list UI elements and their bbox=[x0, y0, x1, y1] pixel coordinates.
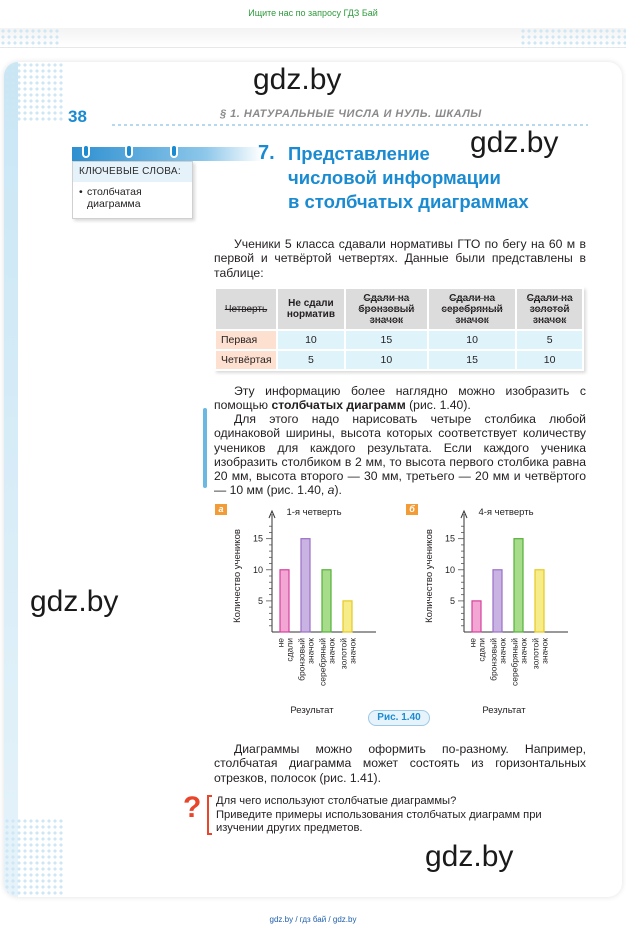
question-line: Для чего используют столбчатые диаграммы? bbox=[216, 795, 457, 807]
bar bbox=[535, 570, 544, 632]
keywords-title: КЛЮЧЕВЫЕ СЛОВА: bbox=[73, 162, 192, 182]
y-axis-label: Количество учеников bbox=[424, 529, 435, 623]
keywords-bar bbox=[72, 147, 262, 161]
y-tick-label: 15 bbox=[252, 533, 263, 544]
category-label bbox=[468, 638, 487, 662]
category-label-line: сдали bbox=[476, 638, 487, 662]
table-cell: 10 bbox=[277, 330, 345, 350]
header-rule bbox=[112, 124, 588, 126]
chapter-title bbox=[288, 142, 529, 214]
category-label-line: бронзовый bbox=[296, 638, 307, 681]
category-label-line: значок bbox=[518, 638, 529, 665]
ring-icon bbox=[170, 144, 178, 158]
y-tick-label: 10 bbox=[444, 564, 455, 575]
category-label bbox=[531, 638, 550, 669]
table-header: Четверть bbox=[215, 288, 277, 330]
page-number: 38 bbox=[68, 107, 87, 126]
paragraph-2 bbox=[214, 384, 586, 413]
intro-paragraph: Ученики 5 класса сдавали нормативы ГТО по бегу на 60 м в первой и четвёртой четвертях. Данные были представлены в таблице: bbox=[214, 237, 586, 280]
paragraph-2-post: (рис. 1.40). bbox=[405, 398, 471, 413]
table-header: Сдали на золотой значок bbox=[516, 288, 583, 330]
bar-chart-first-quarter bbox=[228, 502, 398, 717]
category-label-line: не bbox=[467, 638, 478, 648]
question-line: Приведите примеры использования столбчатых диаграмм при изучении других предметов. bbox=[216, 808, 542, 834]
section-header: § 1. НАТУРАЛЬНЫЕ ЧИСЛА И НУЛЬ. ШКАЛЫ bbox=[220, 108, 482, 120]
paragraph-4: Диаграммы можно оформить по-разному. Например, столбчатая диаграмма может состоять из горизонтальных отрезков, полосок (рис. 1.41). bbox=[214, 742, 586, 785]
table-cell: 10 bbox=[428, 330, 516, 350]
chart-title: 4-я четверть bbox=[478, 507, 534, 518]
category-label bbox=[489, 638, 508, 681]
results-table bbox=[214, 287, 584, 371]
category-label-line: серебряный bbox=[509, 638, 520, 686]
panel-badge-a: а bbox=[215, 504, 227, 515]
category-label-line: серебряный bbox=[317, 638, 328, 686]
table-header: Сдали на серебряный значок bbox=[428, 288, 516, 330]
category-label-line: значок bbox=[497, 638, 508, 665]
category-label-line: значок bbox=[539, 638, 550, 665]
bar bbox=[493, 570, 502, 632]
category-label bbox=[276, 638, 295, 662]
question-mark-icon: ? bbox=[183, 791, 202, 824]
bar bbox=[322, 570, 331, 632]
term-bold: столбчатых диаграмм bbox=[271, 398, 406, 413]
table-row-label: Четвёртая bbox=[215, 350, 277, 370]
bar bbox=[472, 601, 481, 632]
category-label-line: бронзовый bbox=[488, 638, 499, 681]
bar bbox=[343, 601, 352, 632]
bar bbox=[280, 570, 289, 632]
table-cell: 5 bbox=[277, 350, 345, 370]
table-cell: 15 bbox=[345, 330, 428, 350]
chapter-title-line: в столбчатых диаграммах bbox=[288, 191, 529, 212]
table-cell: 10 bbox=[345, 350, 428, 370]
watermark: gdz.by bbox=[253, 63, 342, 96]
category-label-line: значок bbox=[305, 638, 316, 665]
category-label bbox=[297, 638, 316, 681]
chapter-title-line: Представление bbox=[288, 143, 430, 164]
x-axis-label: Результат bbox=[482, 705, 526, 716]
table-cell: 5 bbox=[516, 330, 583, 350]
category-label-line: не bbox=[275, 638, 286, 648]
category-label-line: золотой bbox=[338, 638, 349, 670]
table-header: Сдали на бронзовый значок bbox=[345, 288, 428, 330]
paragraph-3 bbox=[214, 412, 586, 498]
side-bar bbox=[203, 408, 207, 488]
y-tick-label: 10 bbox=[252, 564, 263, 575]
table-cell: 10 bbox=[516, 350, 583, 370]
dots-page-bottom-left bbox=[4, 818, 64, 896]
category-label-line: значок bbox=[326, 638, 337, 665]
bar bbox=[514, 539, 523, 632]
watermark: gdz.by bbox=[470, 126, 559, 159]
table-row bbox=[215, 330, 583, 350]
panel-badge-b: б bbox=[406, 504, 418, 515]
ring-icon bbox=[82, 144, 90, 158]
paragraph-3-pre: Для этого надо нарисовать четыре столбика любой одинаковой ширины, высота которых соответствует количеству учеников для каждого результата. Если каждого ученика изобразить столбиком в 2 мм, то высота первого столбика равна 20 мм, высота второго — 30 мм, третьего — 20 мм и четвёртого — 10 мм (рис. 1.40, bbox=[214, 412, 586, 498]
watermark: gdz.by bbox=[30, 585, 119, 618]
figure-caption: Рис. 1.40 bbox=[368, 710, 430, 726]
table-row-label: Первая bbox=[215, 330, 277, 350]
top-note: Ищите нас по запросу ГДЗ Бай bbox=[248, 8, 378, 18]
category-label-line: значок bbox=[347, 638, 358, 665]
dots-top-left bbox=[0, 28, 60, 48]
chapter-number: 7. bbox=[258, 142, 275, 164]
category-label bbox=[318, 638, 337, 686]
y-tick-label: 5 bbox=[449, 595, 455, 606]
question-text bbox=[216, 795, 586, 836]
footer: gdz.by / гдз бай / gdz.by bbox=[269, 915, 357, 924]
y-axis-label: Количество учеников bbox=[232, 529, 243, 623]
keyword-item: • столбчатая диаграмма bbox=[73, 182, 192, 210]
bar bbox=[301, 539, 310, 632]
x-axis-label: Результат bbox=[290, 705, 334, 716]
chapter-title-line: числовой информации bbox=[288, 167, 501, 188]
paragraph-2-pre: Эту информацию более наглядно можно изобразить с помощью bbox=[214, 384, 586, 413]
category-label bbox=[339, 638, 358, 669]
bar-chart-fourth-quarter bbox=[420, 502, 590, 717]
category-label-line: сдали bbox=[284, 638, 295, 662]
dots-top-right bbox=[520, 28, 626, 48]
page-edge bbox=[4, 62, 18, 897]
ring-icon bbox=[125, 144, 133, 158]
chart-title: 1-я четверть bbox=[286, 507, 342, 518]
y-tick-label: 5 bbox=[257, 595, 263, 606]
watermark: gdz.by bbox=[425, 840, 514, 873]
paragraph-3-italic: а bbox=[327, 483, 335, 498]
dots-page-top-left bbox=[4, 62, 64, 122]
keywords-box bbox=[72, 161, 193, 219]
table-header: Не сдали норматив bbox=[277, 288, 345, 330]
table-cell: 15 bbox=[428, 350, 516, 370]
category-label-line: золотой bbox=[530, 638, 541, 670]
question-bracket bbox=[207, 795, 212, 835]
table-header-row bbox=[215, 288, 583, 330]
category-label bbox=[510, 638, 529, 686]
paragraph-3-post: ). bbox=[334, 483, 342, 498]
table-row bbox=[215, 350, 583, 370]
y-tick-label: 15 bbox=[444, 533, 455, 544]
